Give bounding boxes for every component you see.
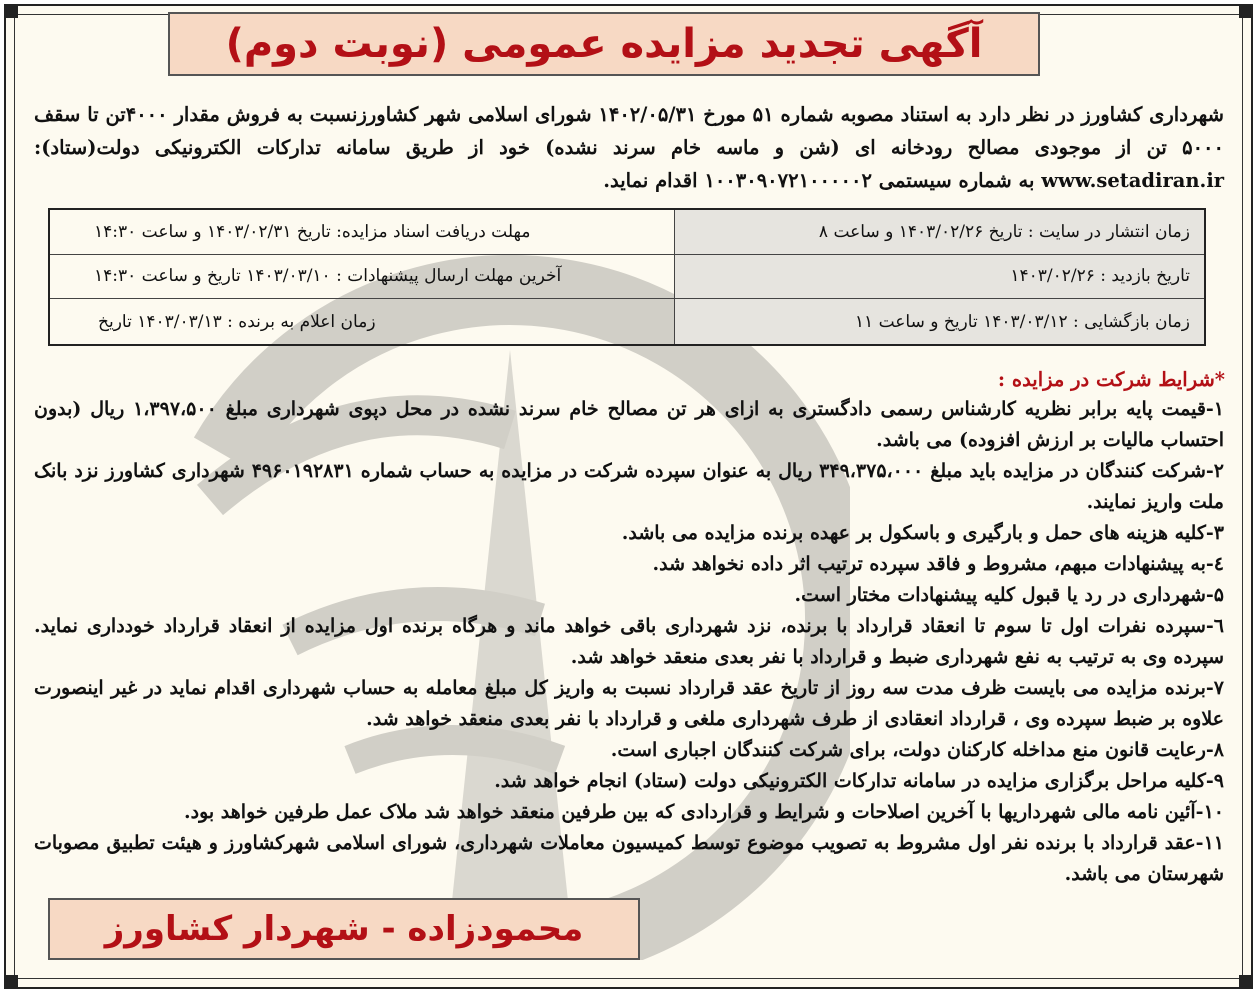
condition-item: ۵-شهرداری در رد یا قبول کلیه پیشنهادات مختار است.	[794, 584, 1224, 606]
conditions-heading: *شرایط شرکت در مزایده :	[997, 368, 1225, 391]
table-cell-text: زمان اعلام به برنده : ۱۴۰۳/۰۳/۱۳ تاریخ	[98, 311, 376, 332]
title-banner	[168, 12, 1040, 76]
condition-item: ۹-کلیه مراحل برگزاری مزایده در سامانه تدارکات الکترونیکی دولت (ستاد) انجام خواهد شد.	[494, 770, 1224, 792]
condition-item: ٤-به پیشنهادات مبهم، مشروط و فاقد سپرده ترتیب اثر داده نخواهد شد.	[652, 553, 1224, 575]
condition-item: ۱۰-آئین نامه مالی شهرداریها با آخرین اصلاحات و شرایط و قراردادی که بین طرفین منعقد خواهد شد ملاک عمل طرفین خواهد بود.	[184, 801, 1224, 823]
signature: محمودزاده - شهردار کشاورز	[104, 909, 584, 949]
frame-corner	[6, 6, 18, 18]
conditions-list	[34, 394, 1224, 890]
table-cell-text: آخرین مهلت ارسال پیشنهادات : ۱۴۰۳/۰۳/۱۰ تاریخ و ساعت ۱۴:۳۰	[94, 266, 562, 287]
condition-item: ۲-شرکت کنندگان در مزایده باید مبلغ ۳۴۹،۳۷۵،۰۰۰ ریال به عنوان سپرده شرکت در مزایده به حساب شماره ۴۹۶۰۱۹۲۸۳۱ شهرداری کشاورز نزد بانک ملت واریز نمایند.	[34, 460, 1224, 513]
frame-corner	[1239, 975, 1251, 987]
condition-item: ٦-سپرده نفرات اول تا سوم تا انعقاد قرارداد با برنده، نزد شهرداری باقی خواهد ماند و هرگاه برنده اول مزایده از انعقاد قرارداد خودداری نماید. سپرده وی به ترتیب به نفع شهرداری ضبط و قرارداد با نفر بعدی منعقد خواهد شد.	[34, 615, 1224, 668]
table-cell-publish: زمان انتشار در سایت : تاریخ ۱۴۰۳/۰۲/۲۶ و ساعت ۸	[674, 210, 1204, 255]
table-cell-opening: زمان بازگشایی : ۱۴۰۳/۰۳/۱۲ تاریخ و ساعت ۱۱	[674, 299, 1204, 344]
signature-banner	[48, 898, 640, 960]
table-cell-winner-announce	[50, 299, 674, 344]
schedule-table	[48, 208, 1206, 346]
table-cell-visit: تاریخ بازدید : ۱۴۰۳/۰۲/۲۶	[674, 255, 1204, 300]
condition-item: ۱-قیمت پایه برابر نظریه کارشناس رسمی دادگستری به ازای هر تن مصالح خام سرند نشده در محل دپوی شهرداری مبلغ ۱،۳۹۷،۵۰۰ ریال (بدون احتساب مالیات بر ارزش افزوده) می باشد.	[34, 398, 1225, 451]
frame-corner	[1239, 6, 1251, 18]
table-cell-offer-deadline	[50, 255, 674, 300]
page-title: آگهی تجدید مزایده عمومی (نوبت دوم)	[225, 21, 983, 67]
table-cell-text: مهلت دریافت اسناد مزایده: تاریخ ۱۴۰۳/۰۲/۳۱ و ساعت ۱۴:۳۰	[94, 221, 531, 242]
condition-item: ۸-رعایت قانون منع مداخله کارکنان دولت، برای شرکت کنندگان اجباری است.	[610, 739, 1224, 761]
frame-corner	[6, 975, 18, 987]
table-cell-doc-deadline	[50, 210, 674, 255]
condition-item: ۷-برنده مزایده می بایست ظرف مدت سه روز از تاریخ عقد قرارداد نسبت به واریز کل مبلغ معامله به حساب شهرداری اقدام نماید در غیر اینصورت علاوه بر ضبط سپرده وی ، قرارداد انعقادی از طرف شهرداری ملغی و قرارداد با نفر بعدی منعقد خواهد شد.	[34, 677, 1224, 730]
intro-paragraph: شهرداری کشاورز در نظر دارد به استناد مصوبه شماره ۵۱ مورخ ۱۴۰۲/۰۵/۳۱ شورای اسلامی شهر کشاورزنسبت به فروش مقدار ۴۰۰۰تن تا سقف ۵۰۰۰ تن از موجودی مصالح رودخانه ای (شن و ماسه خام سرند نشده) خود از طریق سامانه تدارکات الکترونیکی دولت(ستاد): www.setadiran.ir به شماره سیستمی ۱۰۰۳۰۹۰۷۲۱۰۰۰۰۰۲ اقدام نماید.	[34, 103, 1224, 192]
condition-item: ۱۱-عقد قرارداد با برنده نفر اول مشروط به تصویب موضوع توسط کمیسیون معاملات شهرداری، شورای اسلامی شهرکشاورز و هیئت تطبیق مصوبات شهرستان می باشد.	[34, 832, 1224, 885]
condition-item: ۳-کلیه هزینه های حمل و بارگیری و باسکول بر عهده برنده مزایده می باشد.	[621, 522, 1224, 544]
